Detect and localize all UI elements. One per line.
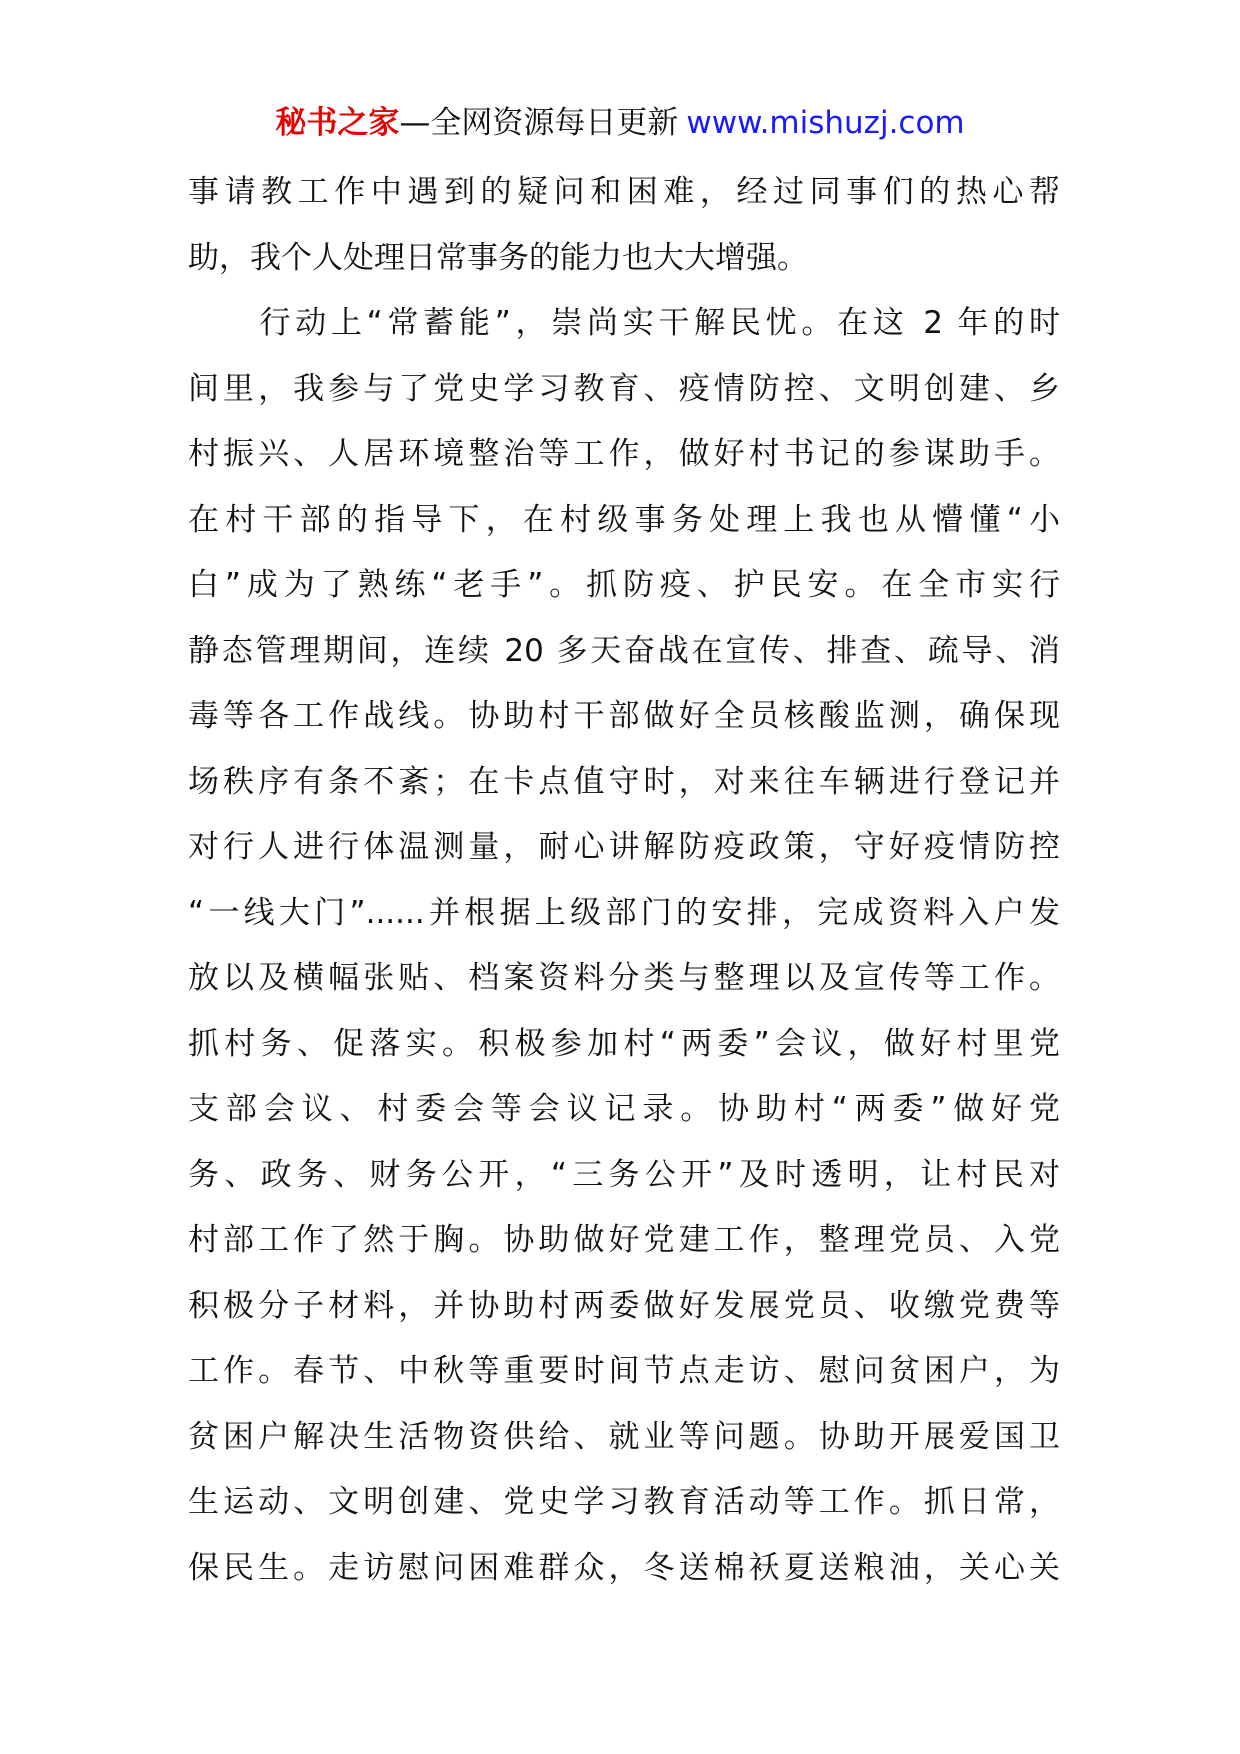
text-line: 对行人进行体温测量，耐心讲解防疫政策，守好疫情防控 [188, 829, 1060, 865]
text-line: 毒等各工作战线。协助村干部做好全员核酸监测，确保现 [188, 698, 1060, 734]
body-text [188, 160, 1060, 1601]
text-line: 静态管理期间，连续 20 多天奋战在宣传、排查、疏导、消 [188, 632, 1060, 669]
text-line: 支部会议、村委会等会议记录。协助村“两委”做好党 [188, 1091, 1060, 1127]
text-line: 抓村务、促落实。积极参加村“两委”会议，做好村里党 [188, 1025, 1060, 1062]
text-line: 场秩序有条不紊；在卡点值守时，对来往车辆进行登记并 [188, 763, 1060, 800]
header-slogan: —全网资源每日更新 [399, 105, 679, 141]
text-line: 工作。春节、中秋等重要时间节点走访、慰问贫困户，为 [188, 1353, 1060, 1389]
page-header [0, 100, 1240, 146]
text-line: 间里，我参与了党史学习教育、疫情防控、文明创建、乡 [188, 370, 1060, 407]
text-line: 行动上“常蓄能”，崇尚实干解民忧。在这 2 年的时 [188, 305, 1060, 341]
text-line: 村振兴、人居环境整治等工作，做好村书记的参谋助手。 [188, 436, 1060, 472]
text-line: 放以及横幅张贴、档案资料分类与整理以及宣传等工作。 [188, 960, 1060, 996]
text-line: 村部工作了然于胸。协助做好党建工作，整理党员、入党 [188, 1222, 1060, 1258]
text-line: 生运动、文明创建、党史学习教育活动等工作。抓日常， [188, 1484, 1060, 1520]
text-line: 贫困户解决生活物资供给、就业等问题。协助开展爱国卫 [188, 1418, 1060, 1455]
text-line: 在村干部的指导下，在村级事务处理上我也从懵懂“小 [188, 501, 1060, 538]
text-line: 务、政务、财务公开，“三务公开”及时透明，让村民对 [188, 1156, 1060, 1193]
text-line: “一线大门”......并根据上级部门的安排，完成资料入户发 [188, 894, 1060, 931]
text-line: 事请教工作中遇到的疑问和困难，经过同事们的热心帮 [188, 174, 1060, 210]
brand-name: 秘书之家 [275, 105, 400, 141]
text-line: 助，我个人处理日常事务的能力也大大增强。 [188, 239, 808, 276]
text-line: 积极分子材料，并协助村两委做好发展党员、收缴党费等 [188, 1287, 1060, 1324]
site-url-link[interactable]: www.mishuzj.com [686, 105, 965, 141]
text-line: 白”成为了熟练“老手”。抓防疫、护民安。在全市实行 [188, 567, 1060, 603]
text-line: 保民生。走访慰问困难群众，冬送棉袄夏送粮油，关心关 [188, 1549, 1060, 1586]
